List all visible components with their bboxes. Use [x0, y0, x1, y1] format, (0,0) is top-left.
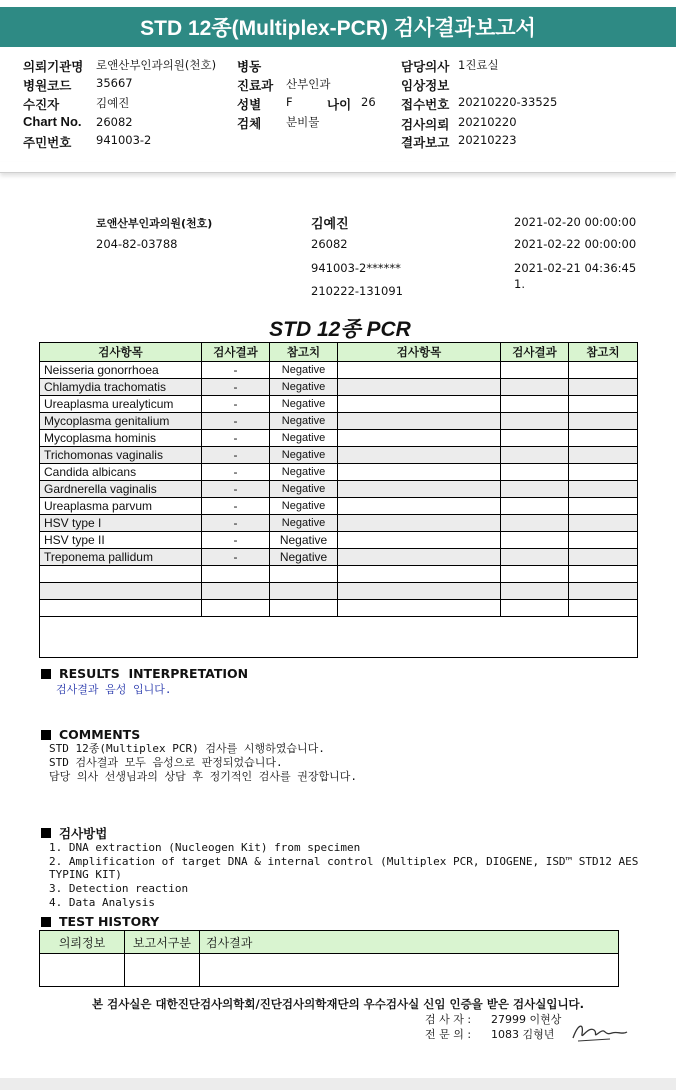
- value-requesting-institution: 로앤산부인과의원(천호): [96, 58, 217, 72]
- test-history-heading: [41, 914, 159, 929]
- tester-name: 27999 이현상: [491, 1013, 562, 1026]
- label-request-date: 검사의뢰: [401, 117, 450, 132]
- method-line: 1. DNA extraction (Nucleogen Kit) from specimen: [49, 841, 361, 854]
- results-title: STD 12종 PCR: [269, 318, 411, 341]
- table-row: [40, 464, 638, 481]
- bullet-square-icon: [41, 730, 51, 740]
- test-result: -: [202, 379, 270, 396]
- specialist-label: 전 문 의 :: [425, 1028, 472, 1041]
- table-row: [40, 532, 638, 549]
- info-resident-no: 941003-2******: [311, 261, 401, 275]
- test-reference: Negative: [270, 362, 338, 379]
- value-sex: F: [286, 95, 293, 109]
- bullet-square-icon: [41, 669, 51, 679]
- label-specimen: 검체: [237, 116, 262, 131]
- test-result: -: [202, 464, 270, 481]
- signature-image: [570, 1018, 630, 1044]
- test-result: -: [202, 447, 270, 464]
- value-physician: 1진료실: [458, 58, 499, 72]
- test-history-heading-text: TEST HISTORY: [59, 914, 160, 929]
- results-interpretation-heading-text: RESULTS INTERPRETATION: [59, 666, 249, 681]
- history-col-request-info: 의뢰정보: [40, 931, 125, 954]
- test-item: Mycoplasma genitalium: [40, 413, 202, 430]
- test-result: -: [202, 515, 270, 532]
- info-datetime-3-suffix: 1.: [514, 277, 525, 291]
- info-request-no: 210222-131091: [311, 284, 403, 298]
- test-item: Neisseria gonorrhoea: [40, 362, 202, 379]
- info-clinic: 로앤산부인과의원(천호): [96, 217, 213, 230]
- test-item: Ureaplasma parvum: [40, 498, 202, 515]
- value-accession-no: 20210220-33525: [458, 95, 558, 109]
- table-row: [40, 515, 638, 532]
- table-row: [40, 362, 638, 379]
- test-reference: Negative: [270, 447, 338, 464]
- test-reference: Negative: [270, 498, 338, 515]
- label-ward: 병동: [237, 59, 262, 74]
- method-line: 4. Data Analysis: [49, 896, 155, 909]
- comment-line: STD 12종(Multiplex PCR) 검사를 시행하였습니다.: [49, 742, 325, 755]
- value-request-date: 20210220: [458, 115, 517, 129]
- test-reference: Negative: [270, 481, 338, 498]
- test-reference: Negative: [270, 413, 338, 430]
- test-history-table: [39, 930, 619, 987]
- info-chart-no: 26082: [311, 237, 348, 251]
- report-title: STD 12종(Multiplex-PCR) 검사결과보고서: [140, 17, 536, 40]
- comments-heading-text: COMMENTS: [59, 727, 141, 742]
- comment-line: 담당 의사 선생님과의 상담 후 정기적인 검사를 권장합니다.: [49, 770, 358, 783]
- label-chart-no: Chart No.: [23, 114, 82, 129]
- header-separator: [0, 162, 676, 173]
- value-department: 산부인과: [286, 77, 331, 91]
- col-header-result-2: 검사결과: [501, 343, 569, 362]
- label-sex: 성별: [237, 97, 262, 112]
- test-item: Chlamydia trachomatis: [40, 379, 202, 396]
- value-hospital-code: 35667: [96, 76, 133, 90]
- test-item: Gardnerella vaginalis: [40, 481, 202, 498]
- value-chart-no: 26082: [96, 115, 133, 129]
- test-item: HSV type I: [40, 515, 202, 532]
- col-header-result: 검사결과: [202, 343, 270, 362]
- results-interpretation-heading: [41, 666, 248, 681]
- test-reference: Negative: [270, 532, 338, 549]
- col-header-item: 검사항목: [40, 343, 202, 362]
- method-heading-text: 검사방법: [59, 826, 108, 841]
- test-item: Trichomonas vaginalis: [40, 447, 202, 464]
- results-header-row: [40, 343, 638, 362]
- table-row: [40, 481, 638, 498]
- history-col-result: 검사결과: [200, 931, 619, 954]
- method-heading: [41, 824, 107, 842]
- test-result: -: [202, 532, 270, 549]
- tester-label: 검 사 자 :: [425, 1013, 472, 1026]
- test-reference: Negative: [270, 379, 338, 396]
- table-row-empty: [40, 566, 638, 583]
- test-result: -: [202, 362, 270, 379]
- test-result: -: [202, 549, 270, 566]
- test-reference: Negative: [270, 396, 338, 413]
- table-row: [40, 396, 638, 413]
- method-line: 2. Amplification of target DNA & internal control (Multiplex PCR, DIOGENE, ISD™ STD12 AES: [49, 855, 639, 868]
- test-result: -: [202, 430, 270, 447]
- value-age: 26: [361, 95, 376, 109]
- table-row: [40, 498, 638, 515]
- label-physician: 담당의사: [401, 59, 450, 74]
- value-patient: 김예진: [96, 96, 130, 110]
- bullet-square-icon: [41, 828, 51, 838]
- table-row-empty: [40, 617, 638, 658]
- test-result: -: [202, 396, 270, 413]
- info-datetime-2: 2021-02-22 00:00:00: [514, 237, 637, 251]
- history-header-row: [40, 931, 619, 954]
- info-patient-name: 김예진: [311, 217, 349, 232]
- test-reference: Negative: [270, 430, 338, 447]
- value-report-date: 20210223: [458, 133, 517, 147]
- table-row: [40, 447, 638, 464]
- specialist-name: 1083 김형년: [491, 1028, 555, 1041]
- results-interpretation-text: 검사결과 음성 입니다.: [56, 683, 172, 696]
- test-item: Mycoplasma hominis: [40, 430, 202, 447]
- test-reference: Negative: [270, 549, 338, 566]
- test-result: -: [202, 498, 270, 515]
- label-hospital-code: 병원코드: [23, 78, 72, 93]
- history-row-empty: [40, 954, 619, 987]
- table-row: [40, 379, 638, 396]
- col-header-reference-2: 참고치: [569, 343, 638, 362]
- label-accession-no: 접수번호: [401, 97, 450, 112]
- method-line: TYPING KIT): [49, 868, 122, 881]
- col-header-item-2: 검사항목: [338, 343, 501, 362]
- comment-line: STD 검사결과 모두 음성으로 판정되었습니다.: [49, 756, 283, 769]
- comments-heading: [41, 727, 140, 742]
- history-col-report-type: 보고서구분: [125, 931, 200, 954]
- label-department: 진료과: [237, 78, 274, 93]
- table-row: [40, 430, 638, 447]
- value-resident-no: 941003-2: [96, 133, 152, 147]
- label-clinical-info: 임상정보: [401, 78, 450, 93]
- test-reference: Negative: [270, 464, 338, 481]
- certification-statement: 본 검사실은 대한진단검사의학회/진단검사의학재단의 우수검사실 신임 인증을 받은 검사실입니다.: [91, 997, 585, 1011]
- test-item: Ureaplasma urealyticum: [40, 396, 202, 413]
- col-header-reference: 참고치: [270, 343, 338, 362]
- method-line: 3. Detection reaction: [49, 882, 189, 895]
- info-business-no: 204-82-03788: [96, 237, 178, 251]
- bottom-bar: [0, 1078, 676, 1090]
- test-result: -: [202, 481, 270, 498]
- table-row: [40, 549, 638, 566]
- label-requesting-institution: 의뢰기관명: [23, 59, 84, 74]
- report-header: [0, 52, 676, 172]
- table-row: [40, 413, 638, 430]
- label-resident-no: 주민번호: [23, 135, 72, 150]
- value-specimen: 분비물: [286, 115, 320, 129]
- test-result: -: [202, 413, 270, 430]
- results-table: [39, 342, 638, 658]
- info-datetime-3: 2021-02-21 04:36:45: [514, 261, 637, 275]
- info-datetime-1: 2021-02-20 00:00:00: [514, 215, 637, 229]
- table-row-empty: [40, 583, 638, 600]
- report-title-bar: [0, 7, 676, 47]
- bullet-square-icon: [41, 917, 51, 927]
- table-row-empty: [40, 600, 638, 617]
- label-patient: 수진자: [23, 97, 60, 112]
- test-item: HSV type II: [40, 532, 202, 549]
- test-item: Treponema pallidum: [40, 549, 202, 566]
- test-reference: Negative: [270, 515, 338, 532]
- label-age: 나이: [327, 97, 352, 112]
- label-report-date: 결과보고: [401, 135, 450, 150]
- test-item: Candida albicans: [40, 464, 202, 481]
